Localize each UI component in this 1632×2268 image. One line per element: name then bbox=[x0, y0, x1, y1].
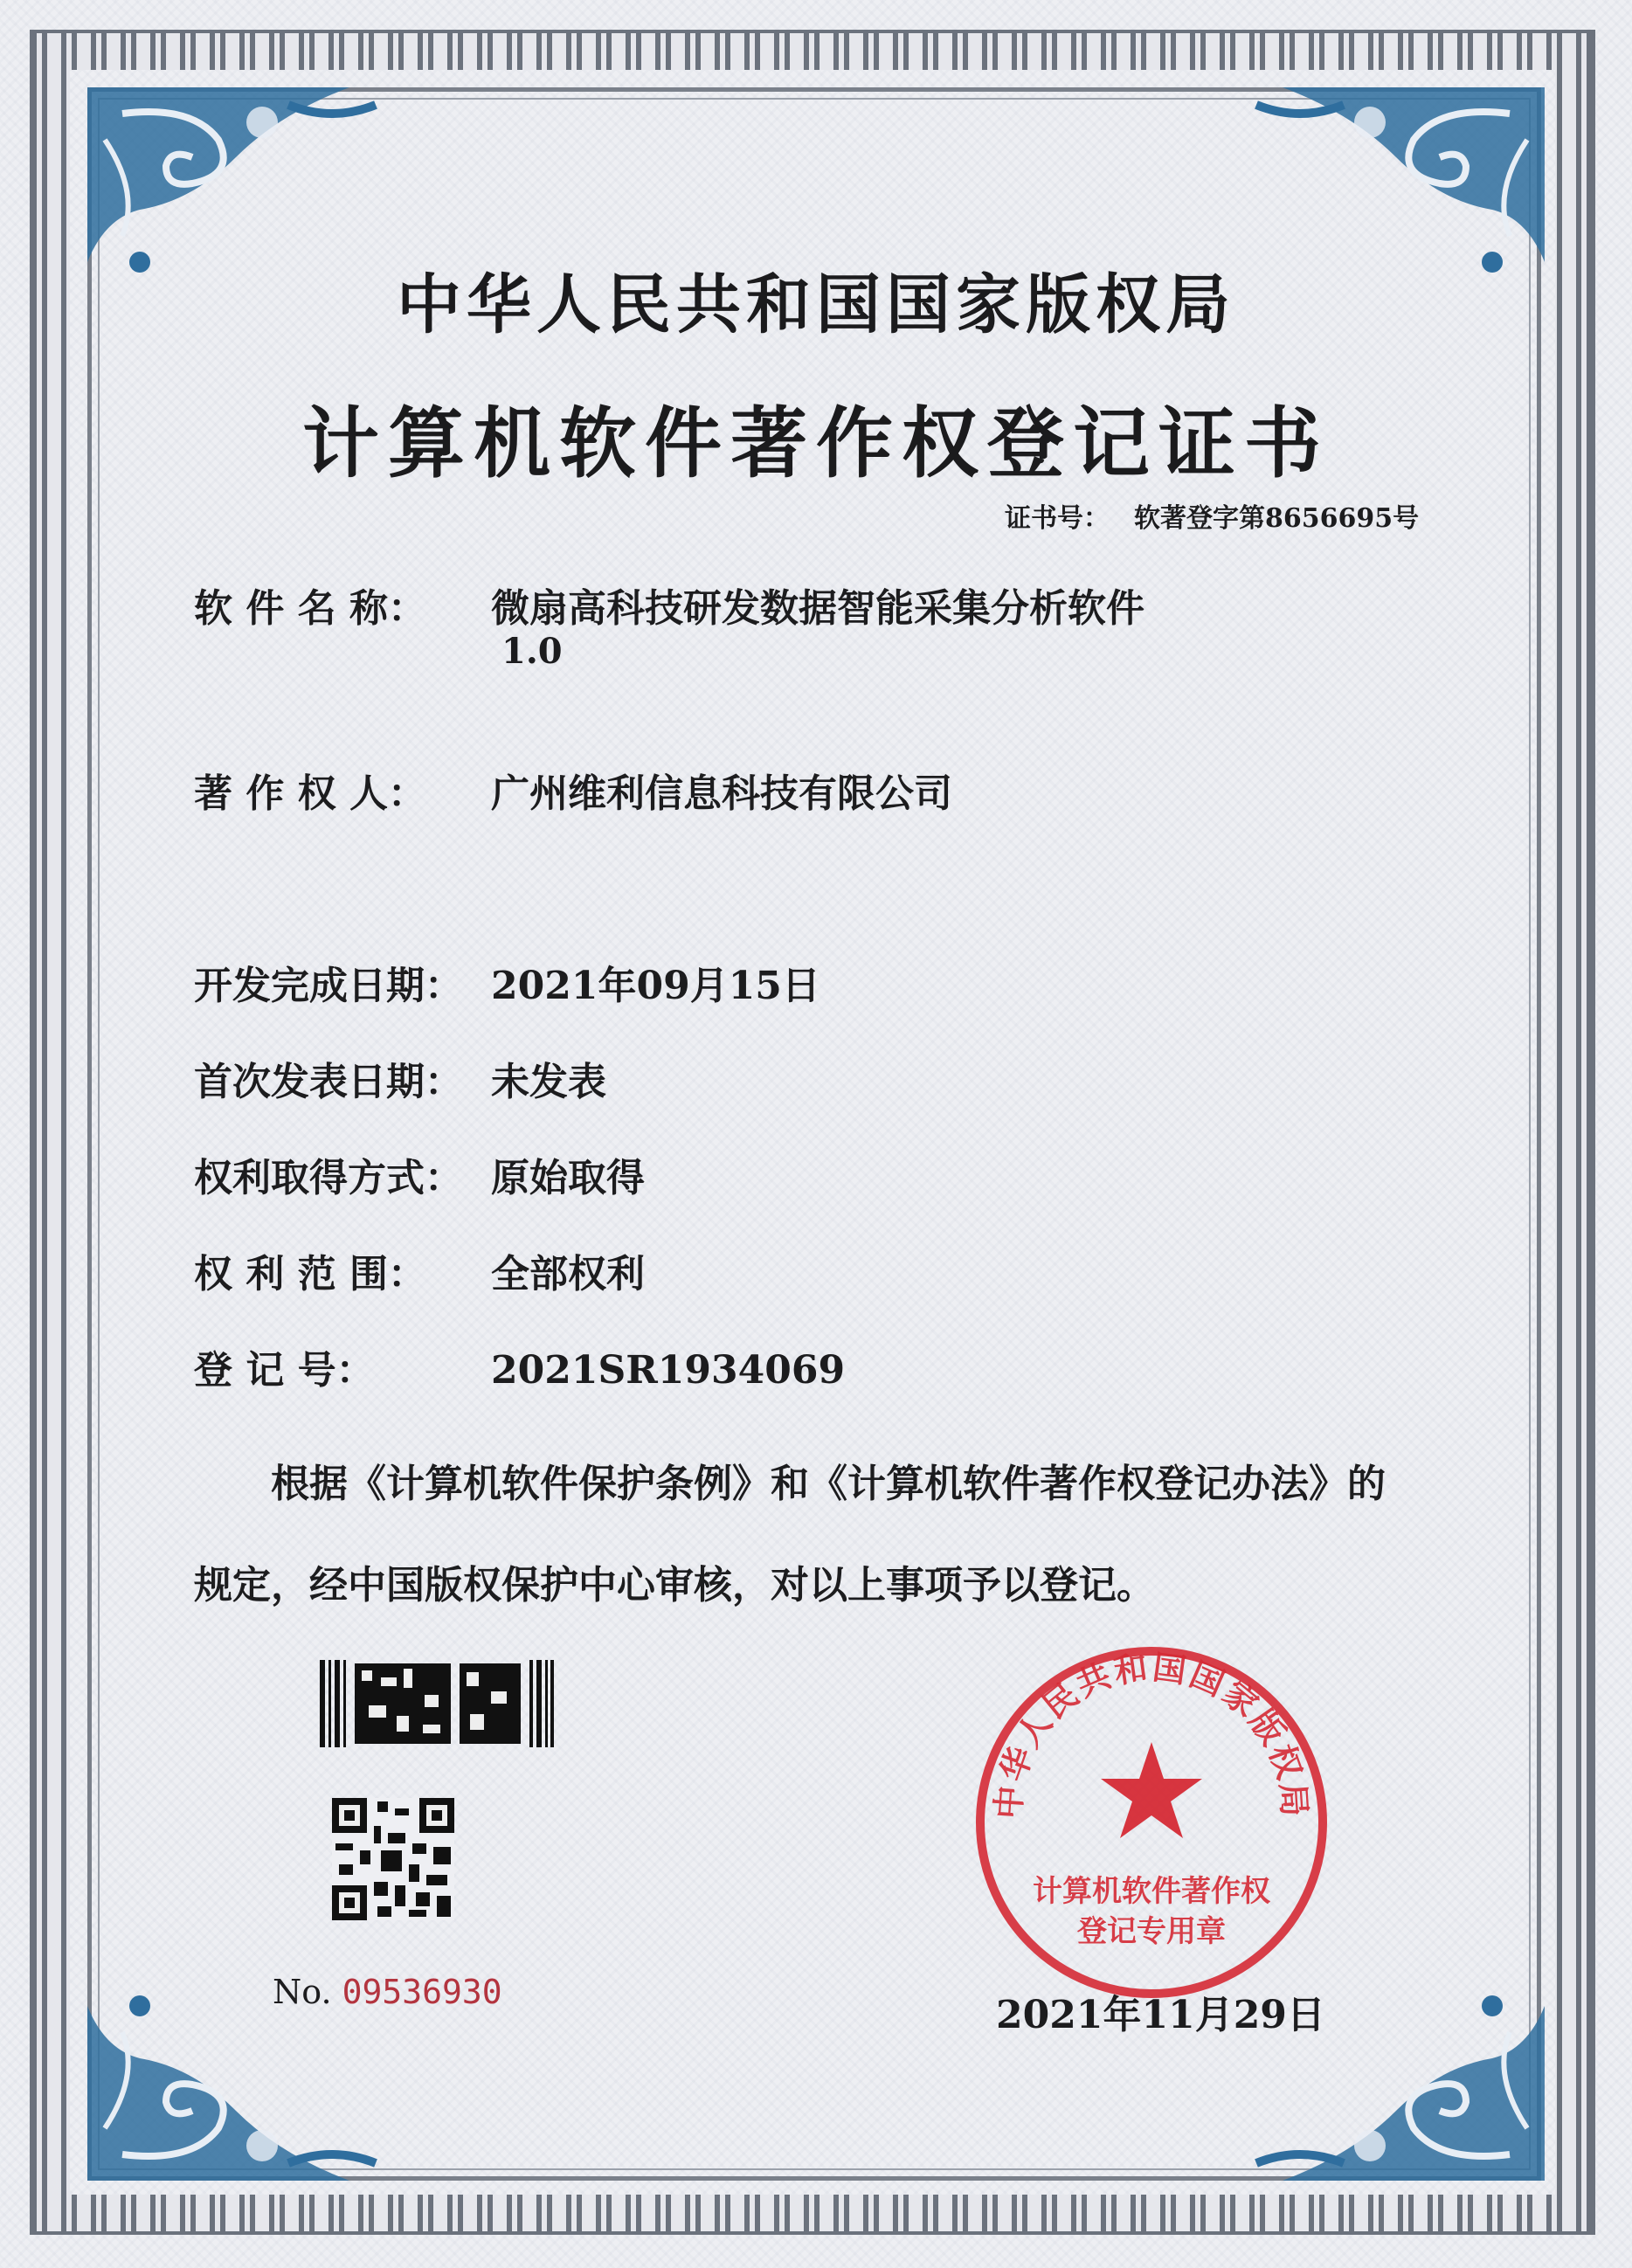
qr-code-icon bbox=[332, 1798, 454, 1920]
field-copyright-owner bbox=[194, 762, 952, 818]
field-software-name bbox=[194, 577, 1144, 633]
serial-value: 09536930 bbox=[342, 1973, 502, 2011]
field-label: 著 作 权 人： bbox=[194, 771, 426, 816]
certificate-number-value: 软著登字第8656695号 bbox=[1134, 503, 1420, 534]
field-acquisition-method bbox=[194, 1146, 645, 1202]
svg-text:计算机软件著作权: 计算机软件著作权 bbox=[1033, 1874, 1270, 1909]
issue-date: 2021年11月29日 bbox=[996, 1993, 1325, 2037]
certificate-number-label: 证书号： bbox=[1005, 503, 1110, 534]
field-first-publication-date bbox=[194, 1050, 606, 1106]
field-value: 未发表 bbox=[491, 1060, 606, 1104]
statement-line-1: 根据《计算机软件保护条例》和《计算机软件著作权登记办法》的 bbox=[271, 1462, 1386, 1506]
serial-prefix: No. bbox=[273, 1973, 332, 2011]
certificate-title: 计算机软件著作权登记证书 bbox=[301, 398, 1330, 488]
software-version: 1.0 bbox=[501, 631, 563, 672]
statement-line-2: 规定，经中国版权保护中心审核，对以上事项予以登记。 bbox=[194, 1563, 1155, 1608]
field-label: 开发完成日期： bbox=[194, 964, 463, 1008]
field-label: 软 件 名 称： bbox=[194, 586, 426, 631]
field-rights-scope bbox=[194, 1242, 645, 1298]
barcode-icon bbox=[320, 1660, 554, 1747]
field-label: 权 利 范 围： bbox=[194, 1252, 426, 1296]
field-value: 全部权利 bbox=[491, 1252, 645, 1296]
official-seal-icon bbox=[968, 1639, 1335, 2006]
field-label: 权利取得方式： bbox=[194, 1156, 463, 1200]
svg-text:登记专用章: 登记专用章 bbox=[1077, 1914, 1226, 1949]
issuing-authority: 中华人民共和国国家版权局 bbox=[397, 267, 1235, 342]
field-value: 广州维利信息科技有限公司 bbox=[491, 771, 952, 816]
field-value: 微扇高科技研发数据智能采集分析软件 bbox=[491, 586, 1144, 631]
svg-text:中华人民共和国国家版权局: 中华人民共和国国家版权局 bbox=[988, 1647, 1315, 1821]
field-value: 原始取得 bbox=[491, 1156, 645, 1200]
field-registration-number bbox=[194, 1338, 845, 1394]
field-label: 登 记 号： bbox=[194, 1348, 375, 1393]
field-value: 2021年09月15日 bbox=[491, 964, 820, 1008]
serial-number bbox=[273, 1973, 502, 2011]
certificate-number bbox=[1005, 496, 1419, 535]
field-development-date bbox=[194, 954, 820, 1010]
field-label: 首次发表日期： bbox=[194, 1060, 463, 1104]
field-value: 2021SR1934069 bbox=[491, 1348, 846, 1393]
